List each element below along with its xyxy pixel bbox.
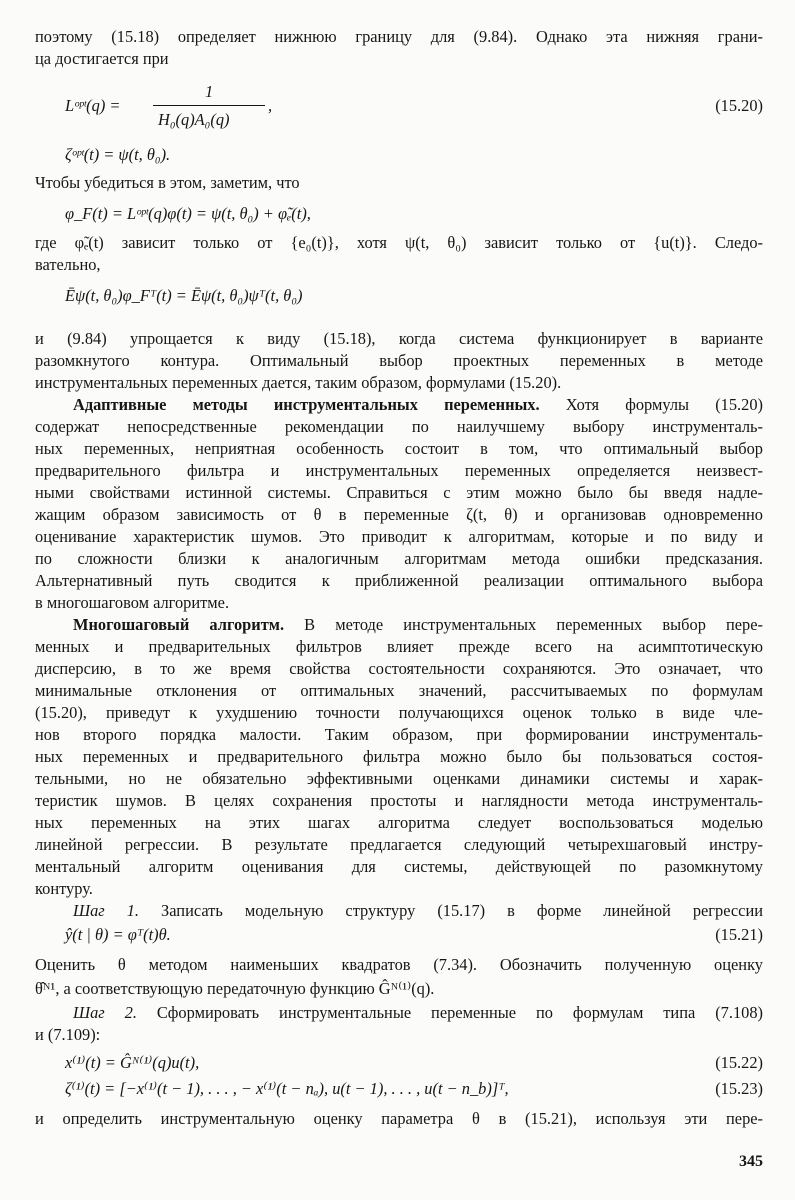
equation-number: (15.21)	[715, 925, 763, 944]
text-line: Альтернативный путь сводится к приближенной реализации оптимального выбора	[35, 571, 763, 590]
text-line: Многошаговый алгоритм. В методе инструментальных переменных выбор пере-	[73, 615, 763, 634]
equation-x1: x⁽¹⁾(t) = Ĝᴺ⁽¹⁾(q)u(t),	[65, 1053, 200, 1072]
text-line: контуру.	[35, 879, 93, 898]
text-line: содержат непосредственные рекомендации по наилучшему выбору инструменталь-	[35, 417, 763, 436]
text-line: ных переменных, неприятная особенность состоит в том, что оптимальный выбор	[35, 439, 763, 458]
text-line: ными свойствами истинной системы. Справиться с этим можно было бы введя надле-	[35, 483, 763, 502]
text-line: (15.20), приведут к ухудшению точности получающихся оценок только в виде чле-	[35, 703, 763, 722]
text-line: в многошаговом алгоритме.	[35, 593, 230, 612]
heading-adaptive: Адаптивные методы инструментальных переменных.	[73, 395, 540, 414]
equation-regression: ŷ(t | θ) = φᵀ(t)θ.	[65, 925, 171, 944]
equation-zeta-opt: ζᵒᵖᵗ(t) = ψ(t, θ₀).	[65, 145, 171, 164]
text-line: Чтобы убедиться в этом, заметим, что	[35, 173, 300, 192]
text-line: по сложности близки к аналогичным алгоритмам метода ошибки предсказания.	[35, 549, 763, 568]
text-line: жащим образом зависимость от θ в переменные ζ(t, θ) и организовав одновременно	[35, 505, 763, 524]
text-line: менных и предварительных фильтров влияет прежде всего на асимптотическую	[35, 637, 763, 656]
text-line: минимальные отклонения от оптимальных значений, рассчитываемых по формулам	[35, 681, 763, 700]
equation-expectation: Ēψ(t, θ₀)φ_Fᵀ(t) = Ēψ(t, θ₀)ψᵀ(t, θ₀)	[65, 286, 303, 305]
text-line: θ̂ᴺ¹, а соответствующую передаточную функцию Ĝᴺ⁽¹⁾(q).	[35, 979, 435, 998]
page-number: 345	[739, 1153, 763, 1170]
equation-phi-f: φ_F(t) = Lᵒᵖᵗ(q)φ(t) = ψ(t, θ₀) + φ̃ₑ(t),	[65, 204, 311, 223]
heading-step2: Шаг 2.	[73, 1003, 137, 1022]
text-line: Шаг 1. Записать модельную структуру (15.17) в форме линейной регрессии	[73, 901, 764, 920]
equation-number: (15.23)	[715, 1079, 763, 1098]
text-line: Адаптивные методы инструментальных переменных. Хотя формулы (15.20)	[73, 395, 763, 414]
text-line: где φ̃ₑ(t) зависит только от {e₀(t)}, хотя ψ(t, θ₀) зависит только от {u(t)}. Следо-	[35, 233, 763, 252]
text-line: оценивание характеристик шумов. Это приводит к алгоритмам, которые и по виду и	[35, 527, 763, 546]
text-line: вательно,	[35, 255, 101, 274]
text-line: теристик шумов. В целях сохранения простоты и наглядности метода инструменталь-	[35, 791, 763, 810]
equation-lopt-denominator: H₀(q)A₀(q)	[158, 110, 230, 129]
text-line: линейной регрессии. В результате предлагается следующий четырехшаговый инстру-	[35, 835, 763, 854]
equation-lopt-numerator: 1	[205, 82, 214, 101]
text-line: Оценить θ методом наименьших квадратов (7.34). Обозначить полученную оценку	[35, 955, 763, 974]
text-line: ментальный алгоритм оценивания для системы, действующей по разомкнутому	[35, 857, 763, 876]
text-line: инструментальных переменных дается, таким образом, формулами (15.20).	[35, 373, 562, 392]
text-line: и определить инструментальную оценку параметра θ в (15.21), используя эти пере-	[35, 1109, 763, 1128]
heading-multistep: Многошаговый алгоритм.	[73, 615, 285, 634]
text-line: ных переменных и предварительного фильтра можно было бы пользоваться состоя-	[35, 747, 763, 766]
text-line: дисперсию, в то же время свойства состоятельности сохраняются. Это означает, что	[35, 659, 763, 678]
text-line: ца достигается при	[35, 49, 169, 68]
text-line: нов второго порядка малости. Таким образом, при формировании инструменталь-	[35, 725, 763, 744]
text-line: предварительного фильтра и инструментальных переменных определяется неизвест-	[35, 461, 763, 480]
fraction-bar	[153, 105, 265, 106]
equation-zeta1: ζ⁽¹⁾(t) = [−x⁽¹⁾(t − 1), . . . , − x⁽¹⁾(t − nₐ), u(t − 1), . . . , u(t − n_b)]ᵀ,	[65, 1079, 509, 1098]
text-line: Шаг 2. Сформировать инструментальные переменные по формулам типа (7.108)	[73, 1003, 763, 1022]
text-line: и (9.84) упрощается к виду (15.18), когда система функционирует в варианте	[35, 329, 763, 348]
text-line: поэтому (15.18) определяет нижнюю границу для (9.84). Однако эта нижняя грани-	[35, 27, 763, 46]
equation-lopt-tail: ,	[268, 96, 273, 115]
equation-number: (15.20)	[715, 96, 763, 115]
equation-number: (15.22)	[715, 1053, 763, 1072]
text-line: и (7.109):	[35, 1025, 101, 1044]
equation-lopt-lhs: Lᵒᵖᵗ(q) =	[65, 96, 121, 115]
text-line: тельными, но не обязательно эффективными оценками динамики системы и харак-	[35, 769, 763, 788]
text-line: разомкнутого контура. Оптимальный выбор проектных переменных в методе	[35, 351, 763, 370]
text-line: ных переменных на этих шагах алгоритма следует воспользоваться моделью	[35, 813, 763, 832]
heading-step1: Шаг 1.	[73, 901, 139, 920]
